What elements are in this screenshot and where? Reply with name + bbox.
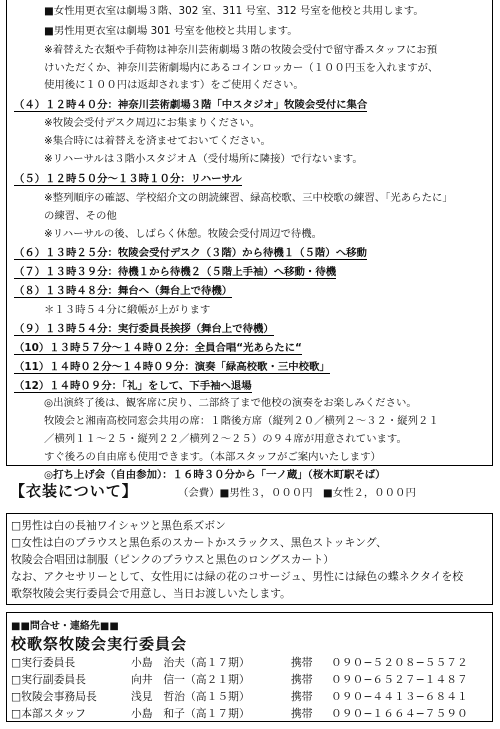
schedule-note: ※集合時には着替えを済ませておいてください。	[44, 135, 271, 147]
contact-name: 小島 和子（高１７期）	[131, 707, 250, 720]
schedule-step: （８）１３時４８分：舞台へ（舞台上で待機）	[14, 285, 233, 297]
contact-label: 携帯	[291, 707, 313, 720]
contact-label: 携帯	[291, 656, 313, 669]
schedule-note: ■女性用更衣室は劇場３階、302 室、311 号室、312 号室を他校と共用します。	[44, 5, 424, 17]
contact-phone: ０９０−５２０８−５５７２	[331, 656, 468, 669]
costume-title: 【衣装について】	[10, 482, 138, 500]
schedule-step: （６）１３時２５分：牧陵会受付デスク（３階）から待機１（５階）へ移動	[14, 247, 367, 259]
contact-role: □牧陵会事務局長	[11, 690, 97, 703]
schedule-note: ※着替えた衣類や手荷物は神奈川芸術劇場３階の牧陵会受付で留守番スタッフにお預	[44, 44, 438, 56]
schedule-step: （４）１２時４０分：神奈川芸術劇場３階「中スタジオ」牧陵会受付に集合	[14, 99, 368, 111]
schedule-note: ◎出演終了後は、観客席に戻り、二部終了まで他校の演奏をお楽しみください。	[44, 397, 417, 409]
schedule-note: ※リハーサルは３階小スタジオＡ（受付場所に隣接）で行ないます。	[44, 153, 363, 165]
contact-name: 向井 信一（高２１期）	[131, 673, 250, 686]
schedule-note: ※牧陵会受付デスク周辺にお集まりください。	[44, 117, 261, 129]
schedule-note: ＊１３時５４分に緞帳が上がります	[44, 304, 211, 316]
schedule-step: （５）１２時５０分〜１３時１０分：リハーサル	[14, 173, 242, 185]
schedule-step: （９）１３時５４分：実行委員長挨拶（舞台上で待機）	[14, 323, 274, 335]
costume-line: □男性は白の長袖ワイシャツと黒色系ズボン	[11, 519, 226, 532]
schedule-note: ■男性用更衣室は劇場 301 号室を他校と共用します。	[44, 25, 298, 37]
contact-name: 小島 治夫（高１７期）	[131, 656, 250, 669]
contact-label: 携帯	[291, 690, 313, 703]
schedule-note: ※整列順序の確認、学校紹介文の朗読練習、緑高校歌、三中校歌の練習、「光あらたに」	[44, 192, 453, 204]
schedule-note: （会費）■男性３，０００円 ■女性２，０００円	[178, 487, 416, 499]
contact-box	[6, 612, 493, 722]
schedule-note: すぐ後ろの自由席も使用できます。（本部スタッフがご案内いたします）	[44, 451, 381, 463]
schedule-step: （11）１４時０２分〜１４時０９分：演奏「緑高校歌・三中校歌」	[14, 361, 330, 373]
contact-name: 浅見 哲治（高１５期）	[131, 690, 250, 703]
costume-line: 牧陵会合唱団は制服（ピンクのブラウスと黒色のロングスカート）	[11, 553, 335, 566]
contact-title: 校歌祭牧陵会実行委員会	[11, 635, 188, 653]
schedule-step: （10）１３時５７分〜１４時０２分：全員合唱“光あらたに“	[14, 342, 302, 354]
schedule-note: けいただくか、神奈川芸術劇場内にあるコインロッカー（１００円玉を入れますが、	[44, 62, 439, 74]
schedule-note: の練習、その他	[44, 210, 117, 222]
costume-line: 歌祭牧陵会実行委員会で用意し、当日お渡しいたします。	[11, 587, 291, 600]
costume-line: □女性は白のブラウスと黒色系のスカートかスラックス、黒色ストッキング、	[11, 536, 387, 549]
schedule-note: 使用後に１００円は返却されます）をご使用ください。	[44, 79, 304, 91]
schedule-step: （７）１３時３９分：待機１から待機２（５階上手袖）へ移動・待機	[14, 266, 337, 278]
schedule-note: ※リハーサルの後、しばらく休憩。牧陵会受付周辺で待機。	[44, 228, 323, 240]
schedule-note: ◎打ち上げ会（自由参加）：１６時３０分から「一ノ蔵」（桜木町駅そば）	[44, 469, 386, 481]
contact-role: □実行副委員長	[11, 673, 86, 686]
costume-box	[6, 513, 493, 605]
contact-phone: ０９０−４４１３−６８４１	[331, 690, 468, 703]
schedule-step: （12）１４時０９分：「礼」をして、下手袖へ退場	[14, 380, 252, 392]
costume-line: なお、アクセサリーとして、女性用には緑の花のコサージュ、男性には緑色の蝶ネクタイを校	[11, 570, 464, 583]
contact-phone: ０９０−１６６４−７５９０	[331, 707, 468, 720]
schedule-note: ／横列１１〜２５・縦列２２／横列２〜２５）の９４席が用意されています。	[44, 433, 407, 445]
schedule-note: 牧陵会と湘南高校同窓会共用の席：１階後方席（縦列２０／横列２〜３２・縦列２１	[44, 415, 439, 427]
contact-label: 携帯	[291, 673, 313, 686]
contact-phone: ０９０−６５２７−１４８７	[331, 673, 468, 686]
contact-role: □本部スタッフ	[11, 707, 86, 720]
contact-role: □実行委員長	[11, 656, 76, 669]
contact-header: ■■問合せ・連絡先■■	[11, 621, 119, 632]
